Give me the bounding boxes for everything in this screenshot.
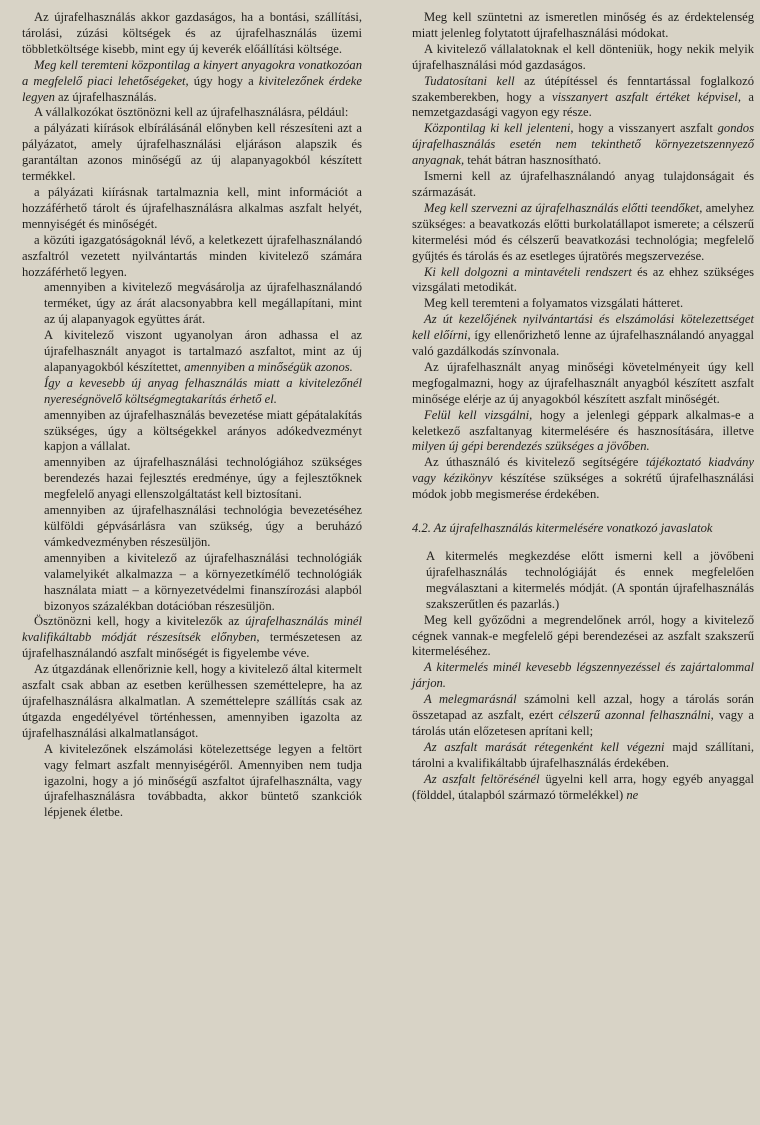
left-paragraph: amennyiben a kivitelező az újrafelhasználási technológiák valamelyikét alkalmazza – a környezetkímélő technológiák használata miatt – a környezetvédelmi finanszírozási alapból bizonyos százalékban dotációban részesüljön. xyxy=(44,550,362,613)
left-paragraph: amennyiben az újrafelhasználási technológiához szükséges berendezés hazai fejlesztés eredménye, úgy a fejlesztőknek megfelelő anyagi ellenszolgáltatást kell biztosítani. xyxy=(44,455,362,502)
right-paragraph: Meg kell győződni a megrendelőnek arról, hogy a kivitelező cégnek vannak-e megfelelő gépi berendezései az aszfalt szakszerű kitermeléséhez. xyxy=(412,612,754,659)
right-paragraph: A kivitelező vállalatoknak el kell dönteniük, hogy nekik melyik újrafelhasználási mód gazdaságos. xyxy=(412,41,754,72)
section-heading: 4.2. Az újrafelhasználás kitermelésére vonatkozó javaslatok xyxy=(412,521,713,536)
right-paragraph: Az aszfalt marását rétegenként kell végezni majd szállítani, tárolni a kvalifikáltabb újrafelhasználás érdekében. xyxy=(412,739,754,770)
right-paragraph: A kitermelés minél kevesebb légszennyezéssel és zajártalommal járjon. xyxy=(412,660,754,691)
right-paragraph: Tudatosítani kell az útépítéssel és fenntartással foglalkozó szakemberekben, hogy a visszanyert aszfalt értéket képvisel, a nemzetgazdasági vagyon egy része. xyxy=(412,73,754,120)
left-paragraph: Így a kevesebb új anyag felhasználás miatt a kivitelezőnél nyereségnövelő költségmegtakarítás érhető el. xyxy=(44,375,362,406)
left-paragraph: amennyiben az újrafelhasználás bevezetése miatt gépátalakítás szükséges, úgy a költségekkel arányos adókedvezményt kapjon a vállalat. xyxy=(44,407,362,454)
left-paragraph: A kivitelező viszont ugyanolyan áron adhassa el az újrafelhasznált anyagot is tartalmazó aszfaltot, mint az új alapanyagokból készítettet, amennyiben a minőségük azonos. xyxy=(44,328,362,374)
right-paragraph: Ismerni kell az újrafelhasználandó anyag tulajdonságait és származását. xyxy=(412,169,754,199)
left-paragraph: Ösztönözni kell, hogy a kivitelezők az újrafelhasználás minél kvalifikáltabb módját részesítsék előnyben, természetesen az újrafelhasználandó aszfalt minőségét is figyelembe véve. xyxy=(22,614,362,661)
left-paragraph: a közúti igazgatóságoknál lévő, a keletkezett újrafelhasználandó aszfaltról vezetett nyilvántartás minden kivitelező számára hozzáférhető legyen. xyxy=(22,232,362,279)
left-paragraph: amennyiben az újrafelhasználási technológia bevezetéséhez külföldi gépvásárlásra van szükség, úgy a beruházó vámkedvezményben részesüljön. xyxy=(44,503,362,549)
right-paragraph: Meg kell szüntetni az ismeretlen minőség és az érdektelenség miatt jelenleg folytatott újrafelhasználási módokat. xyxy=(412,10,754,40)
right-paragraph: Meg kell szervezni az újrafelhasználás előtti teendőket, amelyhez szükséges: a beavatkozás előtti burkolatállapot ismerete; a célszerű kitermelési mód és célszerű beavatkozási technológia; megfelelő gyűjtés és tárolás és az esetleges újratörés megszervezése. xyxy=(412,200,754,263)
right-column xyxy=(412,10,754,804)
left-paragraph: Az újrafelhasználás akkor gazdaságos, ha a bontási, szállítási, tárolási, zúzási költségek és az újrafelhasználás üzemi többletköltsége kisebb, mint egy új keverék előállítási költsége. xyxy=(22,10,362,56)
left-paragraph: Meg kell teremteni központilag a kinyert anyagokra vonatkozóan a megfelelő piaci lehetőségeket, úgy hogy a kivitelezőnek érdeke legyen az újrafelhasználás. xyxy=(22,57,362,104)
left-paragraph: A kivitelezőnek elszámolási kötelezettsége legyen a feltört vagy felmart aszfalt mennyiségéről. Amennyiben nem tudja igazolni, hogy a jó minőségű aszfaltot újrafelhasználta, vagy újrafelhasználásra továbbadta, akkor büntető szankciók lépjenek életbe. xyxy=(44,741,362,820)
right-paragraph: Központilag ki kell jelenteni, hogy a visszanyert aszfalt gondos újrafelhasználás esetén nem tekinthető környezetszennyező anyagnak, tehát bátran hasznosítható. xyxy=(412,121,754,168)
left-paragraph: a pályázati kiírásnak tartalmaznia kell, mint információt a hozzáférhető tárolt és újrafelhasználásra alkalmas aszfalt helyét, mennyiségét és minőségét. xyxy=(22,184,362,231)
left-paragraph: A vállalkozókat ösztönözni kell az újrafelhasználásra, például: xyxy=(34,105,349,120)
right-paragraph: Ki kell dolgozni a mintavételi rendszert és az ehhez szükséges vizsgálati metodikát. xyxy=(412,264,754,295)
left-column xyxy=(22,10,362,821)
left-paragraph: a pályázati kiírások elbírálásánál előnyben kell részesíteni azt a pályázatot, amely újrafelhasználási eljáráson alapszik és garantáltan azonos minőségű az új alapanyagokból készített termékkel. xyxy=(22,121,362,184)
left-paragraph: Az útgazdának ellenőriznie kell, hogy a kivitelező által kitermelt aszfalt csak abban az esetben kerülhessen szeméttelepre, ha az újrafelhasználásra alkalmatlan. A szeméttelepre szállítás csak az útgazda engedélyével történhessen, amennyiben igazolta az újrafelhasználási alkalmatlanságot. xyxy=(22,662,362,740)
right-paragraph: A melegmarásnál számolni kell azzal, hogy a tárolás során összetapad az aszfalt, ezért célszerű azonnal felhasználni, vagy a tárolás után előzetesen aprítani kell; xyxy=(412,692,754,738)
left-paragraph: amennyiben a kivitelező megvásárolja az újrafelhasználandó terméket, úgy az árát alacsonyabbra kell megállapítani, mint az új alapanyagok együttes árát. xyxy=(44,280,362,327)
right-paragraph: Az úthasználó és kivitelező segítségére tájékoztató kiadvány vagy kézikönyv készítése szükséges a sokrétű újrafelhasználási módok jobb megismerése érdekében. xyxy=(412,455,755,502)
right-paragraph: Felül kell vizsgálni, hogy a jelenlegi géppark alkalmas-e a keletkező aszfaltanyag kitermelésére és hasznosítására, illetve milyen új gépi berendezés szükséges a jövőben. xyxy=(412,407,754,454)
right-paragraph: Az út kezelőjének nyilvántartási és elszámolási kötelezettséget kell előírni, így ellenőrizhető lenne az újrafelhasználandó anyaggal való gazdálkodás színvonala. xyxy=(412,312,754,359)
right-paragraph: A kitermelés megkezdése előtt ismerni kell a jövőbeni újrafelhasználás technológiáját és ennek megfelelően megválasztani a kitermelés módját. (A spontán újrafelhasználás szakszerűtlen és pazarlás.) xyxy=(426,549,754,611)
right-paragraph: Meg kell teremteni a folyamatos vizsgálati hátteret. xyxy=(424,296,684,311)
right-paragraph: Az újrafelhasznált anyag minőségi követelményeit úgy kell megfogalmazni, hogy az újrafelhasznált anyagból készített aszfalt minősége elérje az új anyagokból készített aszfalt minőségét. xyxy=(412,359,754,406)
right-paragraph: Az aszfalt feltörésénél ügyelni kell arra, hogy egyéb anyaggal (földdel, útalapból származó törmelékkel) ne xyxy=(412,771,754,802)
